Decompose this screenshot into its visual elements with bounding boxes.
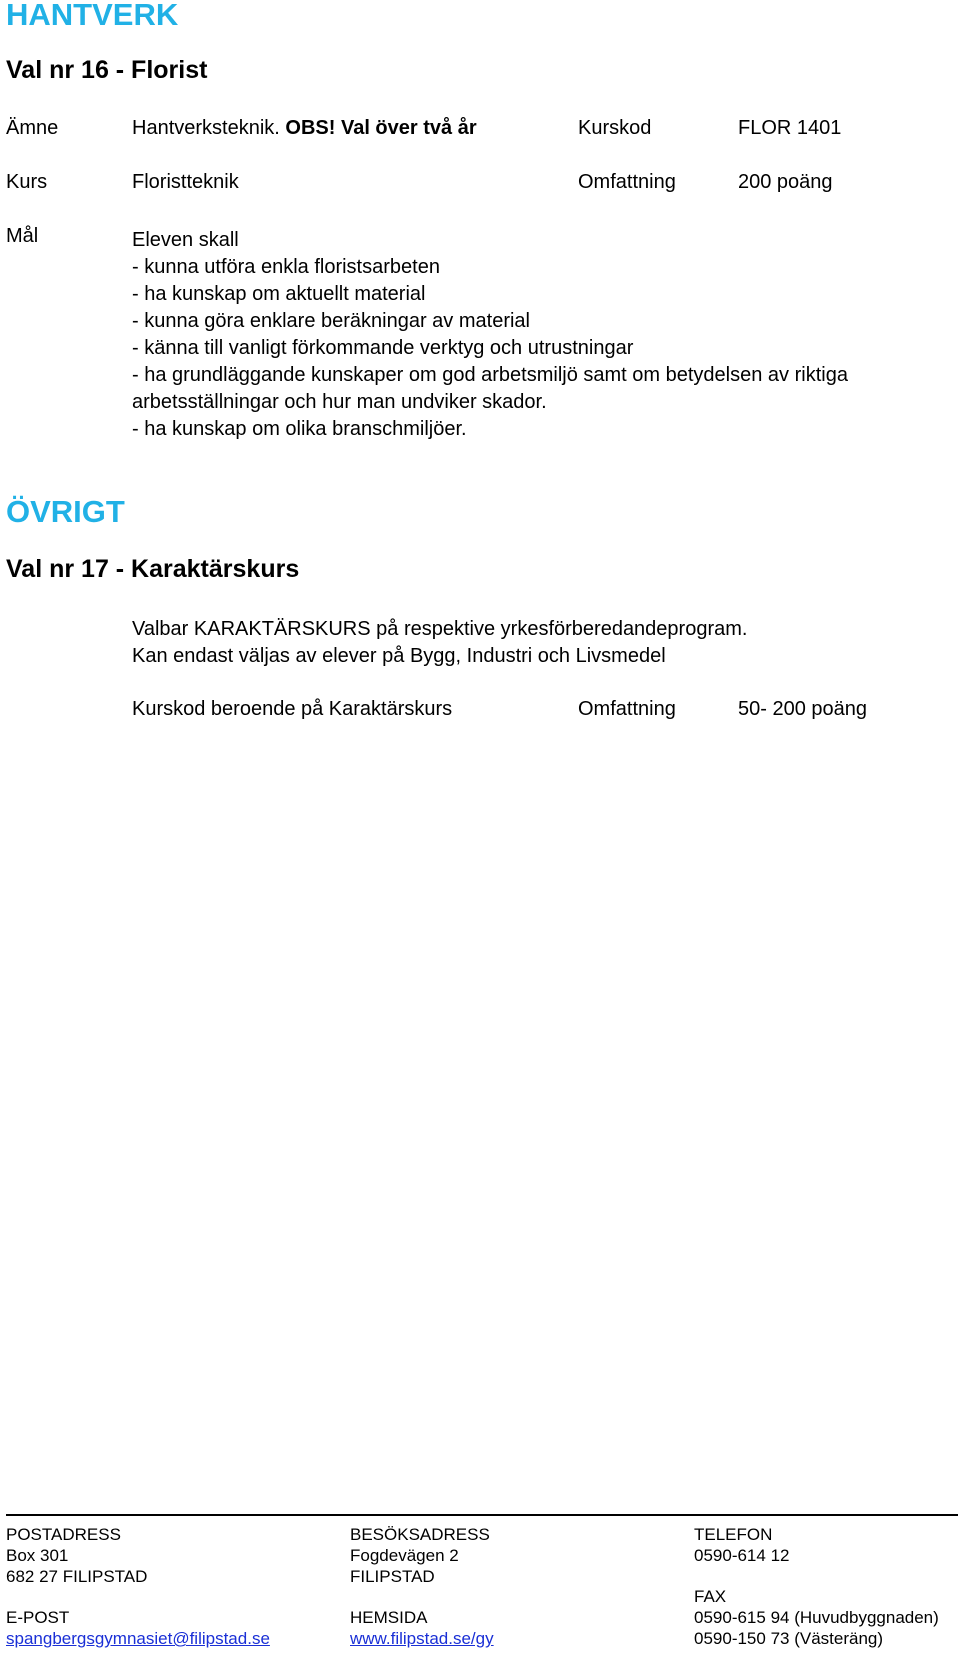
amne-value-prefix: Hantverksteknik. — [132, 117, 280, 139]
course-16-title: Val nr 16 - Florist — [6, 56, 208, 84]
amne-label: Ämne — [6, 117, 59, 139]
course-17-desc-2: Kan endast väljas av elever på Bygg, Industri och Livsmedel — [132, 645, 666, 667]
goal-line: - ha kunskap om olika branschmiljöer. — [132, 418, 467, 440]
goals-list — [132, 227, 848, 443]
course-17-kurskod: Kurskod beroende på Karaktärskurs — [132, 698, 453, 720]
footer-postadress-line2: 682 27 FILIPSTAD — [6, 1567, 148, 1586]
footer-postadress-label: POSTADRESS — [6, 1525, 121, 1544]
course-17-omfattning-value: 50- 200 poäng — [738, 698, 868, 720]
goal-line: - känna till vanligt förkommande verktyg och utrustningar — [132, 337, 634, 359]
kurskod-label: Kurskod — [578, 117, 652, 139]
course-17-omfattning-label: Omfattning — [578, 698, 676, 720]
omfattning-label: Omfattning — [578, 171, 676, 193]
goal-line: - kunna göra enklare beräkningar av material — [132, 310, 530, 332]
omfattning-value: 200 poäng — [738, 171, 833, 193]
footer-besoksadress-line1: Fogdevägen 2 — [350, 1546, 459, 1565]
goal-line: Eleven skall — [132, 229, 239, 251]
kurskod-value: FLOR 1401 — [738, 117, 842, 139]
mal-label: Mål — [6, 225, 39, 247]
section-heading-ovrigt: ÖVRIGT — [6, 494, 125, 529]
amne-value-note: OBS! Val över två år — [285, 117, 477, 139]
footer-postadress-line1: Box 301 — [6, 1546, 69, 1565]
goal-line: arbetsställningar och hur man undviker skador. — [132, 391, 547, 413]
footer-epost-link[interactable]: spangbergsgymnasiet@filipstad.se — [6, 1629, 270, 1648]
course-17-desc-1: Valbar KARAKTÄRSKURS på respektive yrkesförberedandeprogram. — [132, 618, 748, 640]
section-heading-hantverk: HANTVERK — [6, 0, 179, 32]
course-17-title: Val nr 17 - Karaktärskurs — [6, 555, 300, 583]
footer-telefon-label: TELEFON — [694, 1525, 773, 1544]
footer-besoksadress-label: BESÖKSADRESS — [350, 1525, 490, 1544]
footer-fax-value-1: 0590-615 94 (Huvudbyggnaden) — [694, 1608, 939, 1627]
footer-fax-label: FAX — [694, 1587, 727, 1606]
amne-value — [132, 116, 477, 141]
kurs-value: Floristteknik — [132, 171, 239, 193]
kurs-label: Kurs — [6, 171, 48, 193]
footer-hemsida-link[interactable]: www.filipstad.se/gy — [350, 1629, 494, 1648]
footer-telefon-value: 0590-614 12 — [694, 1546, 790, 1565]
goal-line: - kunna utföra enkla floristsarbeten — [132, 256, 440, 278]
goal-line: - ha grundläggande kunskaper om god arbetsmiljö samt om betydelsen av riktiga — [132, 364, 848, 386]
footer-divider — [6, 1514, 958, 1516]
footer-epost-label: E-POST — [6, 1608, 70, 1627]
footer-besoksadress-line2: FILIPSTAD — [350, 1567, 435, 1586]
goal-line: - ha kunskap om aktuellt material — [132, 283, 426, 305]
footer-fax-value-2: 0590-150 73 (Västeräng) — [694, 1629, 884, 1648]
footer-hemsida-label: HEMSIDA — [350, 1608, 428, 1627]
